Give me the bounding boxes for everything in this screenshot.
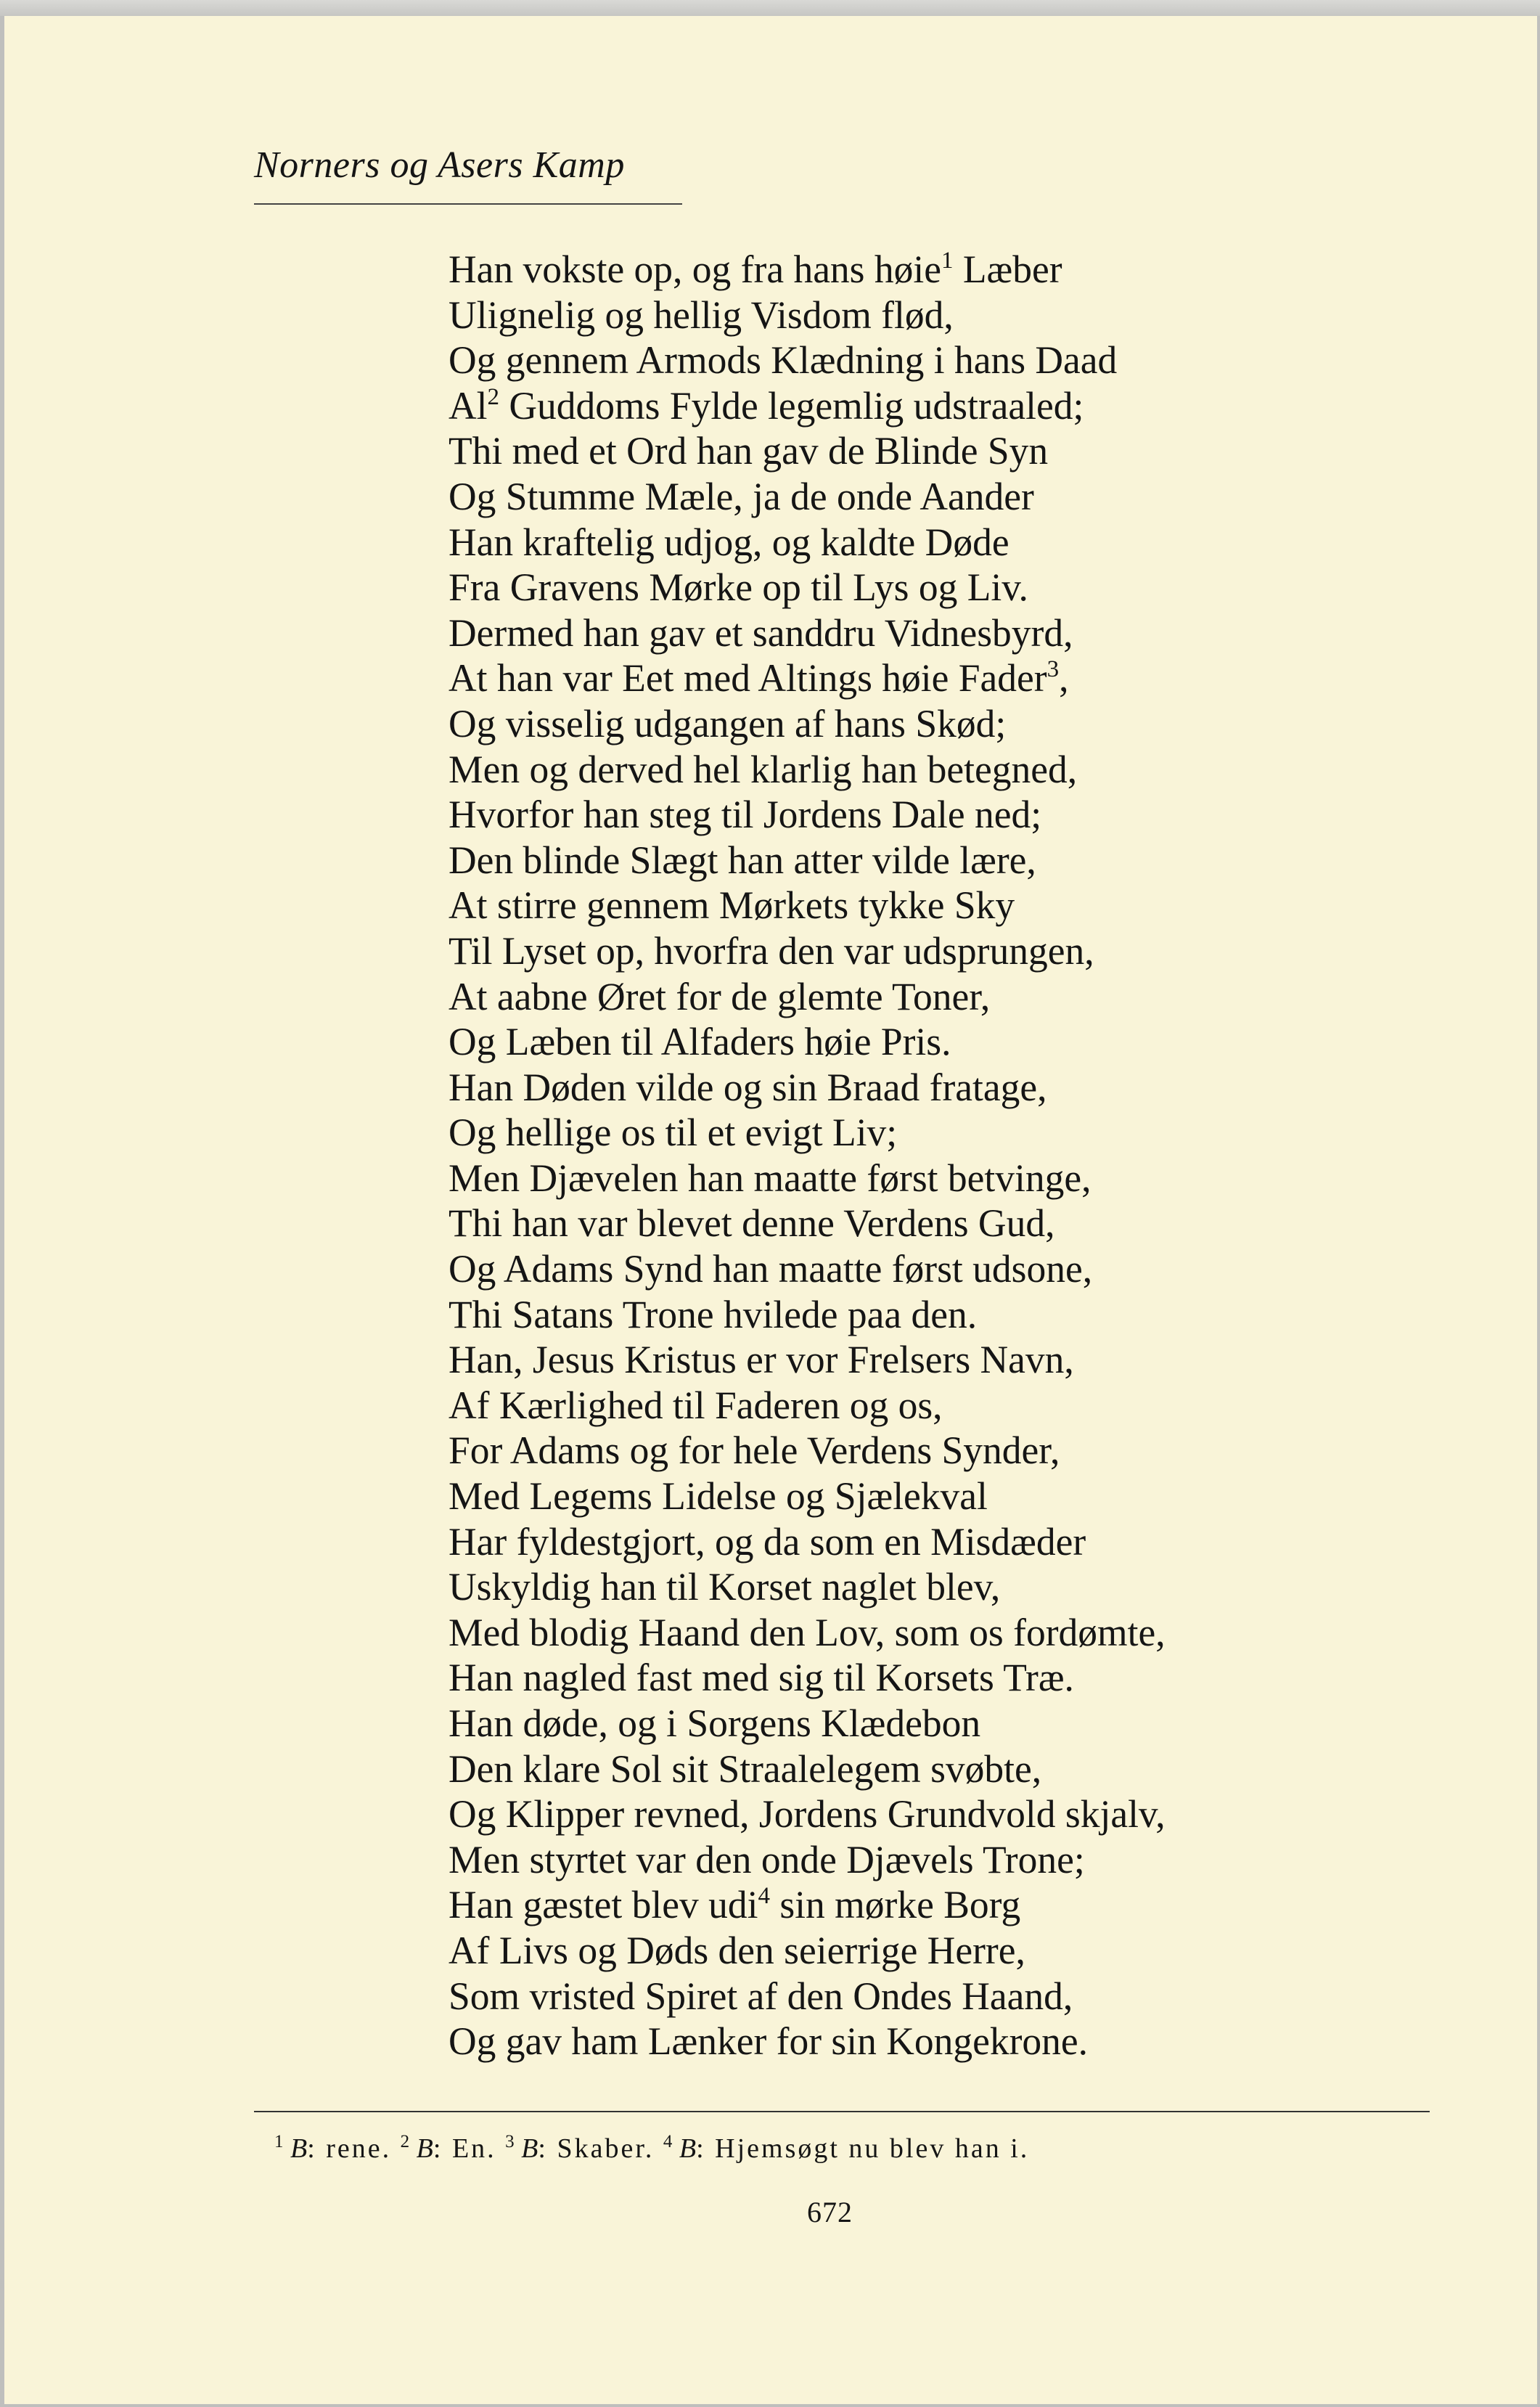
poem-line xyxy=(449,1246,1166,1292)
footnote-mark: 4 xyxy=(663,2132,673,2151)
footnote xyxy=(663,2133,1029,2164)
poem-line xyxy=(449,701,1166,747)
poem-line xyxy=(449,1974,1166,2019)
footnote-source: B xyxy=(409,2133,433,2164)
poem-line-text: Med Legems Lidelse og Sjælekval xyxy=(449,1474,988,1519)
footnotes xyxy=(274,2133,1029,2165)
poem-line-text: Han vokste op, og fra hans høie xyxy=(449,248,941,291)
poem-line-text: Den klare Sol sit Straalelegem svøbte, xyxy=(449,1746,1042,1791)
footnote xyxy=(274,2133,401,2164)
poem-line xyxy=(449,383,1166,429)
poem-line xyxy=(449,520,1166,565)
poem-line-text-continued: sin mørke Borg xyxy=(769,1883,1021,1927)
footnote-source: B xyxy=(283,2133,308,2164)
poem-line-text: Og hellige os til et evigt Liv; xyxy=(449,1111,898,1155)
poem-line xyxy=(449,293,1166,338)
poem-line xyxy=(449,1746,1166,1792)
poem-line xyxy=(449,1882,1166,1928)
poem-line-text: Men og derved hel klarlig han betegned, xyxy=(449,747,1078,791)
poem-line xyxy=(449,2019,1166,2064)
footnote-text: : Hjemsøgt nu blev han i. xyxy=(696,2133,1030,2164)
poem-line-text: Og visselig udgangen af hans Skød; xyxy=(449,701,1007,745)
poem-line xyxy=(449,1655,1166,1701)
poem-line-text: For Adams og for hele Verdens Synder, xyxy=(449,1429,1060,1473)
poem-line-text: Han kraftelig udjog, og kaldte Døde xyxy=(449,520,1009,564)
poem-line xyxy=(449,838,1166,883)
running-head-rule xyxy=(254,203,682,205)
poem-line xyxy=(449,565,1166,610)
page-number: 672 xyxy=(807,2196,853,2228)
poem-line xyxy=(449,610,1166,656)
poem-line xyxy=(449,1337,1166,1383)
poem-line-text: Af Livs og Døds den seierrige Herre, xyxy=(449,1928,1025,1972)
poem-line xyxy=(449,1519,1166,1565)
poem-line xyxy=(449,247,1166,293)
footnote-mark: 1 xyxy=(274,2132,284,2151)
poem-line xyxy=(449,474,1166,520)
poem-line xyxy=(449,1156,1166,1201)
poem-line-text: Han Døden vilde og sin Braad fratage, xyxy=(449,1065,1047,1109)
poem-line-text: Og Klipper revned, Jordens Grundvold skjalv, xyxy=(449,1792,1166,1836)
poem-line-text: Og Adams Synd han maatte først udsone, xyxy=(449,1247,1093,1291)
scan-top-band xyxy=(0,0,1540,16)
poem-line-text: Som vristed Spiret af den Ondes Haand, xyxy=(449,1974,1073,2018)
poem-line xyxy=(449,1791,1166,1837)
poem-line-text: Har fyldestgjort, og da som en Misdæder xyxy=(449,1519,1086,1564)
footnote xyxy=(505,2133,663,2164)
footnote-source: B xyxy=(514,2133,538,2164)
footnote-mark: 2 xyxy=(400,2132,410,2151)
footnote-source: B xyxy=(672,2133,697,2164)
poem-line-text: Hvorfor han steg til Jordens Dale ned; xyxy=(449,793,1042,837)
poem-line-text: Han døde, og i Sorgens Klædebon xyxy=(449,1701,981,1745)
poem-line-text: At han var Eet med Altings høie Fader xyxy=(449,656,1047,700)
poem-line xyxy=(449,1564,1166,1610)
poem-text xyxy=(449,247,1166,2064)
poem-line-text-continued: , xyxy=(1059,656,1069,700)
poem-line xyxy=(449,1428,1166,1474)
poem-line-text: Ulignelig og hellig Visdom flød, xyxy=(449,293,954,337)
footnote-rule xyxy=(254,2111,1430,2112)
poem-line xyxy=(449,428,1166,474)
poem-line xyxy=(449,1201,1166,1246)
poem-line-text: Thi Satans Trone hvilede paa den. xyxy=(449,1292,978,1336)
poem-line-text-continued: Guddoms Fylde legemlig udstraaled; xyxy=(499,383,1084,428)
poem-line xyxy=(449,883,1166,928)
poem-line xyxy=(449,1383,1166,1429)
poem-line-text: Og gav ham Lænker for sin Kongekrone. xyxy=(449,2019,1089,2064)
poem-line-text: Den blinde Slægt han atter vilde lære, xyxy=(449,838,1036,882)
poem-line-text: Fra Gravens Mørke op til Lys og Liv. xyxy=(449,565,1028,610)
poem-line xyxy=(449,928,1166,974)
poem-line xyxy=(449,1065,1166,1111)
poem-line-text: Med blodig Haand den Lov, som os fordømte, xyxy=(449,1610,1166,1654)
poem-line-text: Han nagled fast med sig til Korsets Træ. xyxy=(449,1656,1074,1700)
poem-line xyxy=(449,1837,1166,1883)
poem-line xyxy=(449,1701,1166,1746)
poem-line xyxy=(449,792,1166,838)
poem-line-text: Men styrtet var den onde Djævels Trone; xyxy=(449,1837,1085,1881)
poem-line-text: Og gennem Armods Klædning i hans Daad xyxy=(449,338,1118,383)
footnote-mark: 3 xyxy=(505,2132,515,2151)
poem-line xyxy=(449,655,1166,701)
poem-line-text: Men Djævelen han maatte først betvinge, xyxy=(449,1156,1091,1200)
poem-line xyxy=(449,1928,1166,1974)
poem-line xyxy=(449,1292,1166,1338)
footnote-reference: 3 xyxy=(1047,656,1060,683)
running-head: Norners og Asers Kamp xyxy=(254,144,625,186)
footnote xyxy=(401,2133,506,2164)
poem-line xyxy=(449,1019,1166,1065)
book-page xyxy=(4,16,1537,2404)
poem-line-text: Thi med et Ord han gav de Blinde Syn xyxy=(449,429,1049,473)
poem-line xyxy=(449,974,1166,1020)
poem-line xyxy=(449,1474,1166,1519)
poem-line-text: Han gæstet blev udi xyxy=(449,1883,758,1927)
poem-line-text: Og Læben til Alfaders høie Pris. xyxy=(449,1020,951,1064)
poem-line-text: Dermed han gav et sanddru Vidnesbyrd, xyxy=(449,610,1073,655)
poem-line-text: Af Kærlighed til Faderen og os, xyxy=(449,1383,943,1427)
footnote-text: : rene. xyxy=(307,2133,401,2164)
poem-line-text: At aabne Øret for de glemte Toner, xyxy=(449,974,991,1018)
poem-line-text: At stirre gennem Mørkets tykke Sky xyxy=(449,883,1015,928)
footnote-reference: 4 xyxy=(758,1883,770,1910)
poem-line-text-continued: Læber xyxy=(953,248,1062,291)
footnote-text: : En. xyxy=(433,2133,506,2164)
poem-line-text: Uskyldig han til Korset naglet blev, xyxy=(449,1565,1001,1609)
poem-line-text: Og Stumme Mæle, ja de onde Aander xyxy=(449,474,1034,518)
poem-line xyxy=(449,1110,1166,1156)
poem-line xyxy=(449,338,1166,383)
poem-line xyxy=(449,1610,1166,1656)
footnote-reference: 2 xyxy=(487,383,499,410)
footnote-text: : Skaber. xyxy=(538,2133,663,2164)
poem-line-text: Han, Jesus Kristus er vor Frelsers Navn, xyxy=(449,1338,1074,1382)
footnote-reference: 1 xyxy=(941,248,954,274)
poem-line-text: Til Lyset op, hvorfra den var udsprungen, xyxy=(449,928,1094,973)
poem-line-text: Thi han var blevet denne Verdens Gud, xyxy=(449,1201,1055,1246)
poem-line-text: Al xyxy=(449,383,488,428)
poem-line xyxy=(449,747,1166,793)
